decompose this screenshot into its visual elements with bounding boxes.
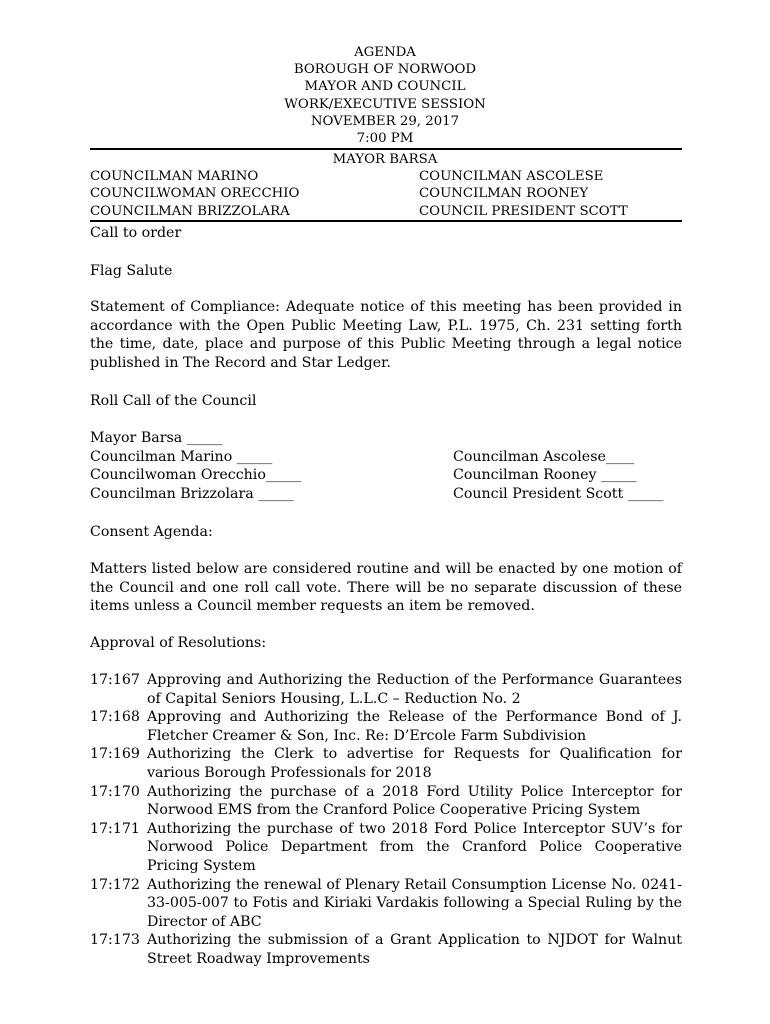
mayor-name: MAYOR BARSA bbox=[332, 152, 438, 167]
resolution-number: 17:172 bbox=[90, 876, 140, 893]
resolution-item bbox=[90, 783, 682, 820]
resolution-item bbox=[90, 745, 682, 782]
resolutions-list bbox=[90, 671, 682, 969]
council-member: COUNCIL PRESIDENT SCOTT bbox=[419, 203, 628, 219]
flag-salute: Flag Salute bbox=[90, 263, 173, 279]
roll-entry: Councilwoman Orecchio_____ bbox=[90, 467, 302, 483]
statement-of-compliance: Statement of Compliance: Adequate notice of this meeting has been provided in accordance with the Open Public Meeting Law, P.L. 1975, Ch. 231 setting forth the time, date, place and purpose of this Public Meeting through a legal notice published in The Record and Star Ledger. bbox=[90, 299, 682, 371]
resolution-number: 17:171 bbox=[90, 820, 140, 837]
resolution-number: 17:167 bbox=[90, 672, 140, 688]
resolution-text: Authorizing the renewal of Plenary Retail Consumption License No. 0241-33-005-007 to Fotis and Kiriaki Vardakis following a Special Ruling by the Director of ABC bbox=[147, 876, 682, 930]
header-line: BOROUGH OF NORWOOD bbox=[293, 62, 477, 78]
council-member: COUNCILMAN ASCOLESE bbox=[419, 169, 604, 184]
resolution-text: Authorizing the purchase of a 2018 Ford Utility Police Interceptor for Norwood EMS from the Cranford Police Cooperative Pricing System bbox=[147, 783, 682, 819]
mayor-line bbox=[0, 151, 770, 168]
council-member: COUNCILMAN MARINO bbox=[90, 169, 259, 184]
call-to-order: Call to order bbox=[90, 225, 182, 241]
roll-entry: Councilman Rooney _____ bbox=[453, 467, 637, 483]
resolution-number: 17:169 bbox=[90, 746, 140, 763]
roll-entry: Councilman Brizzolara _____ bbox=[90, 485, 294, 502]
resolution-text: Authorizing the purchase of two 2018 Ford Police Interceptor SUV’s for Norwood Police Department from the Cranford Police Cooperative Pricing System bbox=[147, 820, 682, 874]
members-divider bbox=[90, 220, 682, 222]
header-divider bbox=[90, 148, 682, 150]
resolution-text: Approving and Authorizing the Reduction of the Performance Guarantees of Capital Seniors Housing, L.L.C – Reduction No. 2 bbox=[147, 672, 682, 707]
council-member: COUNCILMAN BRIZZOLARA bbox=[90, 203, 290, 219]
header-line: AGENDA bbox=[354, 45, 416, 60]
roll-entry-mayor: Mayor Barsa _____ bbox=[90, 430, 223, 446]
header-line: 7:00 PM bbox=[356, 131, 414, 147]
resolution-text: Authorizing the submission of a Grant Application to NJDOT for Walnut Street Roadway Improvements bbox=[147, 932, 682, 967]
resolution-item bbox=[90, 876, 682, 932]
roll-entry: Council President Scott _____ bbox=[453, 485, 664, 502]
council-member: COUNCILWOMAN ORECCHIO bbox=[90, 186, 300, 202]
council-left-column bbox=[90, 168, 299, 220]
resolution-text: Approving and Authorizing the Release of the Performance Bond of J. Fletcher Creamer & Son, Inc. Re: D’Ercole Farm Subdivision bbox=[147, 709, 682, 744]
consent-agenda-text: Matters listed below are considered routine and will be enacted by one motion of the Council and one roll call vote. There will be no separate discussion of these items unless a Council member requests an item be removed. bbox=[90, 561, 682, 614]
resolution-item bbox=[90, 708, 682, 745]
approval-heading: Approval of Resolutions: bbox=[90, 635, 267, 651]
roll-entry: Councilman Marino _____ bbox=[90, 448, 273, 465]
resolution-text: Authorizing the Clerk to advertise for Requests for Qualification for various Borough Professionals for 2018 bbox=[147, 746, 682, 781]
header-line: WORK/EXECUTIVE SESSION bbox=[284, 96, 486, 112]
agenda-header bbox=[0, 44, 770, 147]
header-line: MAYOR AND COUNCIL bbox=[304, 79, 466, 95]
resolution-item bbox=[90, 931, 682, 968]
header-line: NOVEMBER 29, 2017 bbox=[310, 113, 460, 129]
roll-entry: Councilman Ascolese____ bbox=[453, 448, 635, 465]
resolution-item bbox=[90, 671, 682, 708]
resolution-number: 17:168 bbox=[90, 709, 140, 726]
roll-call-heading: Roll Call of the Council bbox=[90, 393, 257, 409]
resolution-number: 17:173 bbox=[90, 932, 140, 949]
council-right-column bbox=[419, 168, 628, 220]
resolution-number: 17:170 bbox=[90, 783, 140, 800]
resolution-item bbox=[90, 820, 682, 876]
council-member: COUNCILMAN ROONEY bbox=[419, 186, 589, 202]
consent-agenda-heading: Consent Agenda: bbox=[90, 524, 213, 540]
